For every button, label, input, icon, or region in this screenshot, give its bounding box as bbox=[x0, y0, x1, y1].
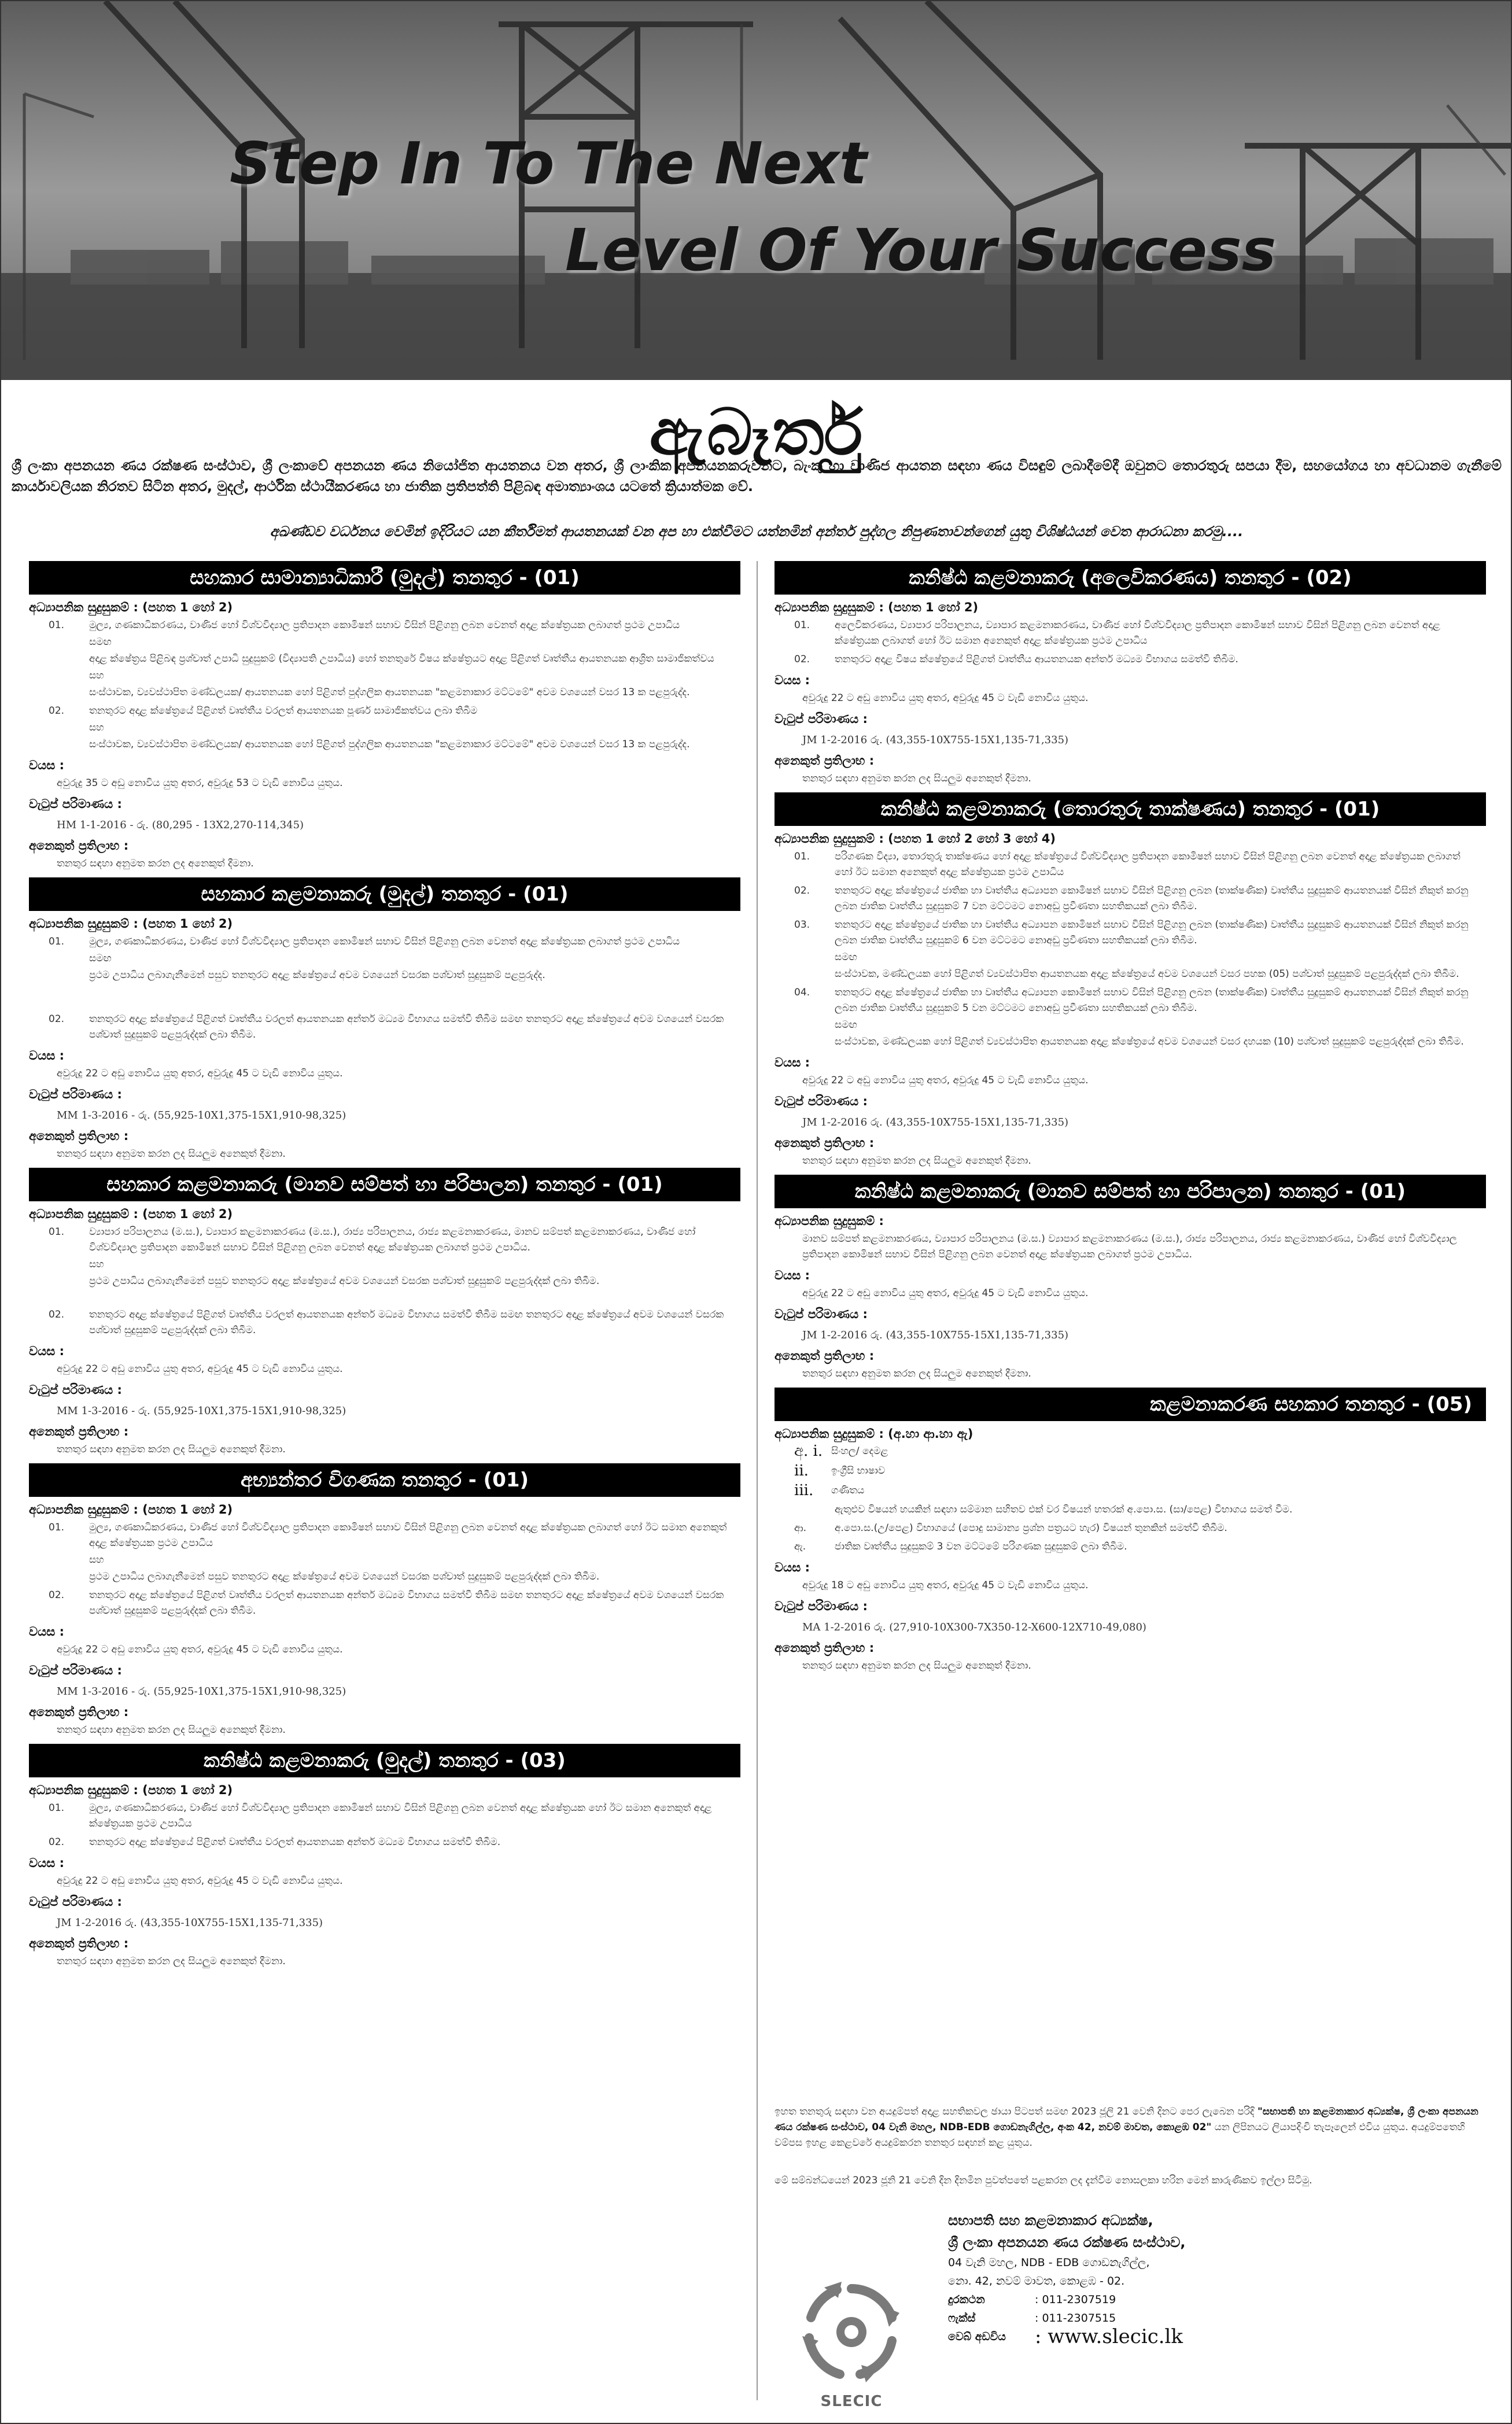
benefits-label: අනෙකුත් ප්‍රතිලාභ : bbox=[775, 1641, 875, 1655]
qualification-item bbox=[775, 1539, 1486, 1555]
age-label: වයස : bbox=[775, 1560, 810, 1574]
subject-group-letter: අ. bbox=[794, 1442, 809, 1460]
item-text: අ.පො.ස.(උ/පෙළ) විභාගයේ (පොදු සාමාන්‍ය ප්‍රශ්න පත්‍රයට හැර) විෂයන් තුනකින් සමත්වී තිබීම. bbox=[835, 1522, 1227, 1534]
qualification-item bbox=[29, 703, 740, 719]
benefits-text: තනතුර සඳහා අනුමත කරන ලද සියලුම අනෙකුත් දීමනා. bbox=[802, 1155, 1031, 1167]
subject-number bbox=[794, 1441, 831, 1461]
qualification-item bbox=[775, 985, 1486, 1016]
application-text-2: යන ලිපිනයට ලියාපදිංචි තැපෑලෙන් එවිය යුතුය. අයදුම්පතෙහි වම්පස ඉහළ කෙළවරේ අයදුම්කරන තනතුර සඳහන් කළ යුතුය. bbox=[775, 2122, 1465, 2149]
conjunction-text: සහ bbox=[89, 1259, 104, 1270]
age-requirement: අවුරුදු 35 ට අඩු නොවිය යුතු අතර, අවුරුදු 53 ට වැඩි නොවිය යුතුය. bbox=[57, 777, 343, 789]
qualifications-label bbox=[29, 1502, 740, 1517]
salary-scale: MM 1-3-2016 - රු. (55,925-10X1,375-15X1,910-98,325) bbox=[57, 1109, 346, 1121]
qualifications-note: (පහත 1 හෝ 2) bbox=[142, 1207, 233, 1221]
item-text: මුල්‍ය, ගණකාධිකරණය, වාණිජ හෝ විශ්වවිද්‍යාල ප්‍රතිපාදන කොමිෂන් සභාව විසින් පිළිගනු ලබන වෙනත් අදාළ ක්ෂේත්‍රයක ලබාගත් ප්‍රථම උපාධිය bbox=[89, 619, 680, 631]
item-number: 02. bbox=[794, 654, 810, 665]
contact-web bbox=[948, 2327, 1492, 2346]
qualifications-label bbox=[775, 1426, 1486, 1441]
benefits-text: තනතුර සඳහා අනුමත කරන ලද සියලුම අනෙකුත් දීමනා. bbox=[802, 773, 1031, 784]
benefits-label: අනෙකුත් ප්‍රතිලාභ : bbox=[29, 839, 129, 853]
qualification-subtext: සංස්ථාවක, ව්‍යවස්ථාපිත මණ්ඩලයක/ ආයතනයක හෝ පිළිගත් පුද්ගලික ආයතනයක "කළමනාකාර මට්ටමේ" අවම වශයෙන් වසර 13 ක පළපුරුද්ද. bbox=[89, 739, 690, 750]
qualifications-label bbox=[29, 1783, 740, 1798]
item-number: 04. bbox=[794, 987, 810, 998]
qualification-item bbox=[29, 1801, 740, 1832]
job-title-bar: කනිෂ්ඨ කළමනාකරු (මුදල්) තනතුර - (03) bbox=[29, 1744, 740, 1777]
job-title-bar: සහකාර කළමනාකරු (මුදල්) තනතුර - (01) bbox=[29, 877, 740, 911]
contact-address-1: 04 වැනි මහල, NDB - EDB ගොඩනැගිල්ල, bbox=[948, 2256, 1150, 2269]
age-requirement: අවුරුදු 18 ට අඩු නොවිය යුතු අතර, අවුරුදු 45 ට වැඩි නොවිය යුතුය. bbox=[802, 1580, 1089, 1591]
item-text: තනතුරට අදාළ ක්ෂේත්‍රයේ ජාතික හා වෘත්තීය අධ්‍යාපන කොමිෂන් සභාව විසින් පිළිගනු ලබන (තාක්ෂණික) වෘත්තීය සුදුසුකම් ආයතනයක් විසින් නිකුත් කරනු ලබන ජාතික වෘත්තීය සුදුසුකම් 7 වන මට්ටමට නොඅඩු ප්‍රවීණතා සහතිකයක් ලබා තිබීම. bbox=[835, 885, 1469, 912]
qualifications-label-text: අධ්‍යාපනික සුදුසුකම් : bbox=[29, 1503, 138, 1517]
benefits-text: තනතුර සඳහා අනුමත කරන ලද සියලුම අනෙකුත් දීමනා. bbox=[57, 1444, 286, 1455]
job-title-bar: කනිෂ්ඨ කළමනාකරු (මානව සම්පත් හා පරිපාලන) තනතුර - (01) bbox=[775, 1175, 1486, 1208]
salary-scale: HM 1-1-2016 - රු. (80,295 - 13X2,270-114,345) bbox=[57, 819, 304, 831]
slecic-logo-icon bbox=[796, 2277, 906, 2387]
qualifications-label-text: අධ්‍යාපනික සුදුසුකම් : bbox=[775, 1214, 884, 1228]
item-number: 01. bbox=[49, 1802, 65, 1814]
item-number: 03. bbox=[794, 919, 810, 931]
roman-numeral: i. bbox=[813, 1442, 823, 1460]
salary-scale: JM 1-2-2016 රු. (43,355-10X755-15X1,135-71,335) bbox=[802, 1329, 1069, 1341]
application-instructions bbox=[775, 2104, 1486, 2151]
qualification-item bbox=[29, 1224, 740, 1256]
benefits-text: තනතුර සඳහා අනුමත කරන ලද සියලුම අනෙකුත් දීමනා. bbox=[802, 1368, 1031, 1379]
contact-org: ශ්‍රී ලංකා අපනයන ණය රක්ෂණ සංස්ථාව, bbox=[948, 2234, 1186, 2250]
qualification-item bbox=[775, 652, 1486, 667]
item-number: 01. bbox=[49, 936, 65, 947]
salary-label: වැටුප් පරිමාණය : bbox=[29, 1895, 122, 1909]
qualification-subtext: සංස්ථාවක, මණ්ඩලයක හෝ පිළිගත් ව්‍යවස්ථාපිත ආයතනයක අදාළ ක්ෂේත්‍රයේ අවම වශයෙන් වසර දහයක (10) පශ්චාත් සුදුසුකම් පළපුරුද්දක් ලබා තිබීම. bbox=[835, 1036, 1464, 1047]
item-number: 02. bbox=[49, 1013, 65, 1025]
qualifications-note: (පහත 1 හෝ 2) bbox=[142, 917, 233, 931]
qualification-subtext: ඇතුළුව විෂයන් හයකින් සඳහා සම්මාන සහිතව එක් වර විෂයන් හතරක් අ.පො.ස. (සා/පෙළ) විභාගය සමත් වීම. bbox=[835, 1504, 1293, 1515]
intro-paragraph: ශ්‍රී ලංකා අපනයන ණය රක්ෂණ සංස්ථාව, ශ්‍රී ලංකාවේ අපනයන ණය නියෝජිත ආයතනය වන අතර, ශ්‍රී ලාංකික අපනයනකරුවන්ට, බැංකු හා වාණිජ ආයතන සඳහා ණය විසඳුම් ලබාදීමේදී ඔවුනට තොරතුරු සපයා දීම, සහයෝගය හා අවධානම ගැනීමේ කාර්යාවලියක නිරතව සිටින අතර, මුදල්, ආර්ථික ස්ථායීකරණය හා ජාතික ප්‍රතිපත්ති පිළිබඳ අමාත්‍යාංශය යටතේ ක්‍රියාත්මක වේ. bbox=[12, 458, 1502, 495]
benefits-label: අනෙකුත් ප්‍රතිලාභ : bbox=[29, 1705, 129, 1719]
age-requirement: අවුරුදු 22 ට අඩු නොවිය යුතු අතර, අවුරුදු 45 ට වැඩි නොවිය යුතුය. bbox=[57, 1068, 343, 1079]
subject-number bbox=[794, 1481, 831, 1500]
item-text: පරිගණක විද්‍යා, තොරතුරු තාක්ෂණය හෝ අදාළ ක්ෂේත්‍රයේ විශ්වවිද්‍යාල ප්‍රතිපාදන කොමිෂන් සභාව විසින් පිළිගනු ලබන වෙනත් අදාළ ක්ෂේත්‍රයක ලබාගත් හෝ ඊට සමාන අනෙකුත් අදාළ ක්ෂේත්‍රයක ප්‍රථම උපාධිය bbox=[835, 851, 1461, 878]
benefits-label: අනෙකුත් ප්‍රතිලාභ : bbox=[29, 1425, 129, 1438]
job-title-bar: කනිෂ්ඨ කළමනාකරු (තොරතුරු තාක්ෂණය) තනතුර - (01) bbox=[775, 792, 1486, 826]
salary-scale: MM 1-3-2016 - රු. (55,925-10X1,375-15X1,910-98,325) bbox=[57, 1405, 346, 1417]
item-text: තනතුරට අදාළ ක්ෂේත්‍රයේ පිළිගත් වෘත්තීය වරලත් ආයතනයක අන්තර් මධ්‍යම විභාගය සමත්වී තිබීම සමඟ තනතුරට අදාළ ක්ෂේත්‍රයේ අවම වශයෙන් වසරක පශ්චාත් සුදුසුකම් පළපුරුද්දක් ලබා තිබීම. bbox=[89, 1013, 724, 1041]
salary-label: වැටුප් පරිමාණය : bbox=[29, 1383, 122, 1397]
benefits-label: අනෙකුත් ප්‍රතිලාභ : bbox=[29, 1936, 129, 1950]
contact-phone bbox=[948, 2290, 1492, 2309]
salary-label: වැටුප් පරිමාණය : bbox=[775, 712, 868, 726]
item-text: මුල්‍ය, ගණකාධිකරණය, වාණිජ හෝ විශ්වවිද්‍යාල ප්‍රතිපාදන කොමිෂන් සභාව විසින් පිළිගනු ලබන වෙනත් අදාළ ක්ෂේත්‍රයක ලබාගත් හෝ ඊට සමාන අනෙකුත් අදාළ ක්ෂේත්‍රයක ප්‍රථම උපාධිය bbox=[89, 1522, 727, 1549]
qualification-subtext: ප්‍රථම උපාධිය ලබාගැනීමෙන් පසුව තනතුරට අදාළ ක්ෂේත්‍රයේ අවම වශයෙන් වසරක පශ්චාත් සුදුසුකම් පළපුරුද්ද. bbox=[89, 969, 545, 981]
job-title-bar: සහකාර කළමනාකරු (මානව සම්පත් හා පරිපාලන) තනතුර - (01) bbox=[29, 1168, 740, 1201]
salary-label: වැටුප් පරිමාණය : bbox=[775, 1094, 868, 1108]
salary-label: වැටුප් පරිමාණය : bbox=[775, 1599, 868, 1613]
job-title-bar: අභ්‍යන්තර විගණක තනතුර - (01) bbox=[29, 1463, 740, 1497]
benefits-label: අනෙකුත් ප්‍රතිලාභ : bbox=[775, 754, 875, 768]
age-label: වයස : bbox=[29, 1856, 65, 1870]
job-section bbox=[775, 792, 1486, 1169]
phone-value: : 011-2307519 bbox=[1035, 2293, 1116, 2306]
job-section bbox=[775, 1175, 1486, 1382]
job-section bbox=[29, 561, 740, 872]
item-number: 02. bbox=[794, 885, 810, 896]
salary-scale: JM 1-2-2016 රු. (43,355-10X755-15X1,135-71,335) bbox=[57, 1917, 323, 1929]
qualification-item bbox=[775, 1521, 1486, 1536]
contact-block bbox=[948, 2209, 1492, 2346]
benefits-label: අනෙකුත් ප්‍රතිලාභ : bbox=[29, 1129, 129, 1143]
subject-item bbox=[794, 1461, 1486, 1481]
salary-label: වැටුප් පරිමාණය : bbox=[29, 797, 122, 811]
salary-label: වැටුප් පරිමාණය : bbox=[775, 1307, 868, 1321]
disregard-notice: මේ සම්බන්ධයෙන් 2023 ජූනි 21 වෙනි දින දිනමින පුවත්පතේ පළකරන ලද දැන්වීම නොසලකා හරින මෙන් කාරුණිකව ඉල්ලා සිටිමු. bbox=[775, 2175, 1312, 2186]
right-column bbox=[775, 561, 1486, 1680]
item-number: 01. bbox=[49, 619, 65, 631]
job-title-bar: සහකාර සාමාන්‍යාධිකාරී (මුදල්) තනතුර - (01) bbox=[29, 561, 740, 595]
salary-scale: MM 1-3-2016 - රු. (55,925-10X1,375-15X1,910-98,325) bbox=[57, 1685, 346, 1698]
benefits-text: තනතුර සඳහා අනුමත කරන ලද සියලුම අනෙකුත් දීමනා. bbox=[57, 1956, 286, 1967]
qualification-subtext: ප්‍රථම උපාධිය ලබාගැනීමෙන් පසුව තනතුරට අදාළ ක්ෂේත්‍රයේ අවම වශයෙන් වසරක පශ්චාත් සුදුසුකම් පළපුරුද්දක් ලබා තිබීම. bbox=[89, 1275, 600, 1287]
item-text: තනතුරට අදාළ ක්ෂේත්‍රයේ ජාතික හා වෘත්තීය අධ්‍යාපන කොමිෂන් සභාව විසින් පිළිගනු ලබන (තාක්ෂණික) වෘත්තීය සුදුසුකම් ආයතනයක් විසින් නිකුත් කරනු ලබන ජාතික වෘත්තීය සුදුසුකම් 5 වන මට්ටමට නොඅඩු ප්‍රවීණතා සහතිකයක් ලබා තිබීම. bbox=[835, 987, 1469, 1014]
item-text: තනතුරට අදාළ ක්ෂේත්‍රයේ පිළිගත් වෘත්තීය වරලත් ආයතනයක පූර්ණ සාමාජිකත්වය ලබා තිබීම bbox=[89, 705, 478, 717]
qualifications-note: (පහත 1 හෝ 2) bbox=[142, 1783, 233, 1797]
phone-label: දුරකථන bbox=[948, 2293, 985, 2306]
qualification-text: මානව සම්පත් කළමනාකරණය, ව්‍යාපාර පරිපාලනය (ම.ස.) ව්‍යාපාර කළමනාකරණය (ම.ස.), රාජ්‍ය පරිපාලනය, රාජ්‍ය කළමනාකරණය, වාණිජ හෝ විශ්වවිද්‍යාල ප්‍රතිපාදන කොමිෂන් සභාව විසින් පිළිගනු ලබන වෙනත් අදාළ ක්ෂේත්‍රයක ලබාගත් ප්‍රථම උපාධිය. bbox=[802, 1233, 1457, 1260]
qualification-subtext: අදාළ ක්ෂේත්‍රය පිළිබඳ ප්‍රශ්චාත් උපාධි සුදුසුකම් (විද්‍යාපති උපාධිය) හෝ තනතුරේ විෂය ක්ෂේත්‍රයට අදාළ පිළිගත් වෘත්තීය ආයතනයක ආශ්‍රිත සාමාජිකත්වය bbox=[89, 653, 714, 665]
age-requirement: අවුරුදු 22 ට අඩු නොවිය යුතු අතර, අවුරුදු 45 ට වැඩි නොවිය යුතුය. bbox=[802, 692, 1089, 704]
qualifications-label-text: අධ්‍යාපනික සුදුසුකම් : bbox=[775, 1427, 884, 1441]
benefits-label: අනෙකුත් ප්‍රතිලාභ : bbox=[775, 1136, 875, 1150]
fax-label: ෆැක්ස් bbox=[948, 2312, 976, 2325]
logo-text: SLECIC bbox=[820, 2393, 883, 2410]
salary-label: වැටුප් පරිමාණය : bbox=[29, 1663, 122, 1677]
qualification-item bbox=[29, 1307, 740, 1338]
item-text: අලෙවිකරණය, ව්‍යාපාර පරිපාලනය, ව්‍යාපාර කළමනාකරණය, වාණිජ හෝ විශ්වවිද්‍යාල ප්‍රතිපාදන කොමිෂන් සභාව විසින් පිළිගනු ලබන වෙනත් අදාළ ක්ෂේත්‍රයක ලබාගත් හෝ ඊට සමාන අනෙකුත් අදාළ ක්ෂේත්‍රයක ප්‍රථම උපාධිය bbox=[835, 619, 1440, 647]
job-title-bar: කළමනාකරණ සහකාර තනතුර - (05) bbox=[775, 1388, 1486, 1421]
qualifications-label bbox=[29, 600, 740, 615]
intro-tagline: අඛණ්ඩව වර්ධනය වෙමින් ඉදිරියට යන කීර්තිමත් ආයතනයක් වන අප හා එක්වීමට යත්නමින් අන්තර් පුද්ගල නිපුණතාවන්ගෙන් යුතු විශිෂ්ඨයන් වෙත ආරාධනා කරමු.... bbox=[270, 523, 1244, 540]
job-section bbox=[29, 1463, 740, 1738]
job-section bbox=[29, 1168, 740, 1458]
qualification-item bbox=[775, 917, 1486, 949]
banner-tagline-line1: Step In To The Next bbox=[230, 130, 867, 197]
banner-tagline-line2: Level Of Your Success bbox=[565, 216, 1277, 284]
qualification-subtext: සංස්ථාවක, මණ්ඩලයක හෝ පිළිගත් ව්‍යවස්ථාපිත ආයතනයක අදාළ ක්ෂේත්‍රයේ අවම වශයෙන් වසර පහක (05) පශ්චාත් සුදුසුකම් පළපුරුද්දක් ලබා තිබීම. bbox=[835, 968, 1459, 980]
salary-scale: JM 1-2-2016 රු. (43,355-10X755-15X1,135-71,335) bbox=[802, 1116, 1069, 1128]
item-number: 02. bbox=[49, 1836, 65, 1848]
job-title-bar: කනිෂ්ඨ කළමනාකරු (අලෙවිකරණය) තනතුර - (02) bbox=[775, 561, 1486, 595]
job-section bbox=[29, 877, 740, 1162]
age-label: වයස : bbox=[29, 1625, 65, 1639]
qualifications-label-text: අධ්‍යාපනික සුදුසුකම් : bbox=[29, 1207, 138, 1221]
web-label: වෙබ් අඩවිය bbox=[948, 2330, 1006, 2343]
item-text: මුල්‍ය, ගණකාධිකරණය, වාණිජ හෝ විශ්වවිද්‍යාල ප්‍රතිපාදන කොමිෂන් සභාව විසින් පිළිගනු ලබන වෙනත් අදාළ ක්ෂේත්‍රයක ලබාගත් ප්‍රථම උපාධිය bbox=[89, 936, 680, 947]
conjunction-text: සහ bbox=[89, 670, 104, 681]
conjunction-text: සමඟ bbox=[835, 1019, 857, 1031]
left-column bbox=[29, 561, 740, 1975]
qualifications-note: (අ.හා ආ.හා ඇ) bbox=[888, 1427, 973, 1441]
item-text: තනතුරට අදාළ ක්ෂේත්‍රයේ පිළිගත් වෘත්තීය වරලත් ආයතනයක අන්තර් මධ්‍යම විභාගය සමත්වී තිබීම සමඟ තනතුරට අදාළ ක්ෂේත්‍රයේ අවම වශයෙන් වසරක පශ්චාත් සුදුසුකම් පළපුරුද්දක් ලබා තිබීම. bbox=[89, 1589, 724, 1617]
item-text: තනතුරට අදාළ ක්ෂේත්‍රයේ පිළිගත් වෘත්තීය වරලත් ආයතනයක අන්තර් මධ්‍යම විභාගය සමත්වී තිබීම සමඟ තනතුරට අදාළ ක්ෂේත්‍රයේ අවම වශයෙන් වසරක පශ්චාත් සුදුසුකම් පළපුරුද්දක් ලබා තිබීම. bbox=[89, 1309, 724, 1336]
spacer bbox=[29, 1289, 740, 1304]
age-label: වයස : bbox=[775, 673, 810, 687]
qualification-item bbox=[775, 618, 1486, 649]
age-requirement: අවුරුදු 22 ට අඩු නොවිය යුතු අතර, අවුරුදු 45 ට වැඩි නොවිය යුතුය. bbox=[57, 1875, 343, 1887]
qualifications-label bbox=[775, 1213, 1486, 1228]
qualifications-label-text: අධ්‍යාපනික සුදුසුකම් : bbox=[775, 832, 884, 846]
benefits-text: තනතුර සඳහා අනුමත කරන ලද සියලුම අනෙකුත් දීමනා. bbox=[802, 1660, 1031, 1672]
item-text: ජාතික වෘත්තීය සුදුසුකම් 3 වන මට්ටමේ පරිගණක සුදුසුකම් ලබා තිබීම. bbox=[835, 1541, 1127, 1552]
qualification-item bbox=[29, 618, 740, 633]
subject-name: ඉංග්‍රීසි භාෂාව bbox=[831, 1465, 886, 1477]
item-number: 01. bbox=[794, 619, 810, 631]
qualification-subtext: ප්‍රථම උපාධිය ලබාගැනීමෙන් පසුව තනතුරට අදාළ ක්ෂේත්‍රයේ අවම වශයෙන් වසරක පශ්චාත් සුදුසුකම් පළපුරුද්දක් ලබා තිබීම. bbox=[89, 1571, 600, 1582]
qualifications-note: (පහත 1 හෝ 2) bbox=[142, 1503, 233, 1517]
salary-scale: JM 1-2-2016 රු. (43,355-10X755-15X1,135-71,335) bbox=[802, 734, 1069, 746]
age-label: වයස : bbox=[29, 758, 65, 772]
item-number: 02. bbox=[49, 1589, 65, 1601]
conjunction-text: සමඟ bbox=[89, 953, 112, 964]
item-number: 01. bbox=[49, 1522, 65, 1533]
job-section bbox=[775, 561, 1486, 787]
qualifications-note: (පහත 1 හෝ 2) bbox=[142, 600, 233, 614]
benefits-label: අනෙකුත් ප්‍රතිලාභ : bbox=[775, 1349, 875, 1363]
age-requirement: අවුරුදු 22 ට අඩු නොවිය යුතු අතර, අවුරුදු 45 ට වැඩි නොවිය යුතුය. bbox=[802, 1075, 1089, 1086]
qualification-item bbox=[29, 934, 740, 950]
item-text: තනතුරට අදාළ ක්ෂේත්‍රයේ ජාතික හා වෘත්තීය අධ්‍යාපන කොමිෂන් සභාව විසින් පිළිගනු ලබන (තාක්ෂණික) වෘත්තීය සුදුසුකම් ආයතනයක් විසින් නිකුත් කරනු ලබන ජාතික වෘත්තීය සුදුසුකම් 6 වන මට්ටමට නොඅඩු ප්‍රවීණතා සහතිකයක් ලබා තිබීම. bbox=[835, 919, 1469, 946]
subject-item bbox=[794, 1481, 1486, 1500]
qualification-item bbox=[29, 1835, 740, 1850]
roman-numeral: ii. bbox=[794, 1462, 809, 1480]
qualifications-label bbox=[775, 600, 1486, 615]
qualifications-note: (පහත 1 හෝ 2) bbox=[888, 600, 979, 614]
qualification-item bbox=[775, 849, 1486, 880]
contact-fax bbox=[948, 2309, 1492, 2327]
benefits-text: තනතුර සඳහා අනුමත කරන ලද සියලුම අනෙකුත් දීමනා. bbox=[57, 1724, 286, 1736]
item-text: මුල්‍ය, ගණකාධිකරණය, වාණිජ හෝ විශ්වවිද්‍යාල ප්‍රතිපාදන කොමිෂන් සභාව විසින් පිළිගනු ලබන වෙනත් අදාළ ක්ෂේත්‍රයක හෝ ඊට සමාන අනෙකුත් අදාළ ක්ෂේත්‍රයක ප්‍රථම උපාධිය bbox=[89, 1802, 712, 1829]
qualification-item bbox=[29, 1012, 740, 1043]
conjunction-text: සමඟ bbox=[89, 636, 112, 648]
application-address: "සභාපති හා කළමනාකාර අධ්‍යක්ෂ, ශ්‍රී ලංකා අපනයන ණය රක්ෂණ සංස්ථාව, 04 වැනි මහල, NDB-EDB ගොඩනැගිල්ල, අංක 42, නවම් මාවත, කොළඹ 02" bbox=[775, 2106, 1478, 2133]
job-section bbox=[29, 1744, 740, 1969]
subject-number bbox=[794, 1461, 831, 1481]
banner-port-image bbox=[1, 1, 1512, 380]
qualifications-note: (පහත 1 හෝ 2 හෝ 3 හෝ 4) bbox=[888, 832, 1056, 846]
age-requirement: අවුරුදු 22 ට අඩු නොවිය යුතු අතර, අවුරුදු 45 ට වැඩි නොවිය යුතුය. bbox=[802, 1287, 1089, 1299]
subject-name: ගණිතය bbox=[831, 1485, 865, 1496]
qualifications-label bbox=[29, 916, 740, 931]
age-label: වයස : bbox=[775, 1056, 810, 1069]
qualification-item bbox=[29, 1520, 740, 1551]
benefits-text: තනතුර සඳහා අනුමත කරන ලද අනෙකුත් දීමනා. bbox=[57, 858, 254, 869]
item-number: 01. bbox=[49, 1226, 65, 1238]
subject-item bbox=[794, 1441, 1486, 1461]
qualification-item bbox=[775, 883, 1486, 914]
spacer bbox=[29, 983, 740, 1009]
qualifications-label-text: අධ්‍යාපනික සුදුසුකම් : bbox=[29, 600, 138, 614]
salary-scale: MA 1-2-2016 රු. (27,910-10X300-7X350-12-X600-12X710-49,080) bbox=[802, 1621, 1146, 1633]
qualifications-label-text: අධ්‍යාපනික සුදුසුකම් : bbox=[29, 917, 138, 931]
item-number: 01. bbox=[794, 851, 810, 862]
job-section bbox=[775, 1388, 1486, 1674]
web-value: : www.slecic.lk bbox=[1035, 2325, 1183, 2348]
age-label: වයස : bbox=[29, 1344, 65, 1358]
qualification-subtext: සංස්ථාවක, ව්‍යවස්ථාපිත මණ්ඩලයක/ ආයතනයක හෝ පිළිගත් පුද්ගලික ආයතනයක "කළමනාකාර මට්ටමේ" අවම වශයෙන් වසර 13 ක පළපුරුද්ද. bbox=[89, 687, 690, 698]
age-label: වයස : bbox=[775, 1268, 810, 1282]
subject-name: සිංහල/ දෙමළ bbox=[831, 1445, 888, 1457]
age-label: වයස : bbox=[29, 1049, 65, 1062]
item-text: තනතුරට අදාළ ක්ෂේත්‍රයේ පිළිගත් වෘත්තීය වරලත් ආයතනයක අන්තර් මධ්‍යම විභාගය සමත්වී තිබීම. bbox=[89, 1836, 501, 1848]
item-text: ව්‍යාපාර පරිපාලනය (ම.ස.), ව්‍යාපාර කළමනාකරණය (ම.ස.), රාජ්‍ය පරිපාලනය, රාජ්‍ය කළමනාකරණය, මානව සම්පත් කළමනාකරණය, වාණිජ හෝ විශ්වවිද්‍යාල ප්‍රතිපාදන කොමිෂන් සභාව විසින් පිළිගනු ලබන වෙනත් අදාළ ක්ෂේත්‍රයක ලබාගත් ප්‍රථම උපාධිය. bbox=[89, 1226, 696, 1253]
conjunction-text: සමඟ bbox=[835, 951, 857, 963]
benefits-text: තනතුර සඳහා අනුමත කරන ලද සියලුම අනෙකුත් දීමනා. bbox=[57, 1148, 286, 1160]
item-number: ආ. bbox=[794, 1522, 807, 1534]
item-number: 02. bbox=[49, 705, 65, 717]
qualifications-label-text: අධ්‍යාපනික සුදුසුකම් : bbox=[29, 1783, 138, 1797]
item-text: තනතුරට අදාළ විෂය ක්ෂේත්‍රයේ පිළිගත් වෘත්තීය ආයතනයක අන්තර් මධ්‍යම විභාගය සමත්වී තිබීම. bbox=[835, 654, 1238, 665]
fax-value: : 011-2307515 bbox=[1035, 2312, 1116, 2325]
qualifications-label-text: අධ්‍යාපනික සුදුසුකම් : bbox=[775, 600, 884, 614]
age-requirement: අවුරුදු 22 ට අඩු නොවිය යුතු අතර, අවුරුදු 45 ට වැඩි නොවිය යුතුය. bbox=[57, 1363, 343, 1375]
qualification-item bbox=[29, 1588, 740, 1619]
conjunction-text: සහ bbox=[89, 722, 104, 733]
contact-address-2: නො. 42, නවම් මාවත, කොළඹ - 02. bbox=[948, 2275, 1125, 2288]
application-text: ඉහත තනතුරු සඳහා වන අයදුම්පත් අදාළ සහතිකවල ඡායා පිටපත් සමඟ 2023 ජූලි 21 වෙනි දිනට පෙර ලැබෙන පරිදි bbox=[775, 2106, 1255, 2117]
item-number: 02. bbox=[49, 1309, 65, 1320]
qualifications-label bbox=[775, 831, 1486, 846]
roman-numeral: iii. bbox=[794, 1482, 814, 1499]
salary-label: වැටුප් පරිමාණය : bbox=[29, 1087, 122, 1101]
column-divider bbox=[757, 561, 758, 2400]
vacancies-heading: ඇබෑර්තු bbox=[649, 394, 865, 469]
item-number: ඇ. bbox=[794, 1541, 806, 1552]
conjunction-text: සහ bbox=[89, 1554, 104, 1566]
contact-title: සභාපති සහ කළමනාකාර අධ්‍යක්ෂ, bbox=[948, 2212, 1153, 2229]
qualifications-label bbox=[29, 1207, 740, 1222]
age-requirement: අවුරුදු 22 ට අඩු නොවිය යුතු අතර, අවුරුදු 45 ට වැඩි නොවිය යුතුය. bbox=[57, 1644, 343, 1655]
